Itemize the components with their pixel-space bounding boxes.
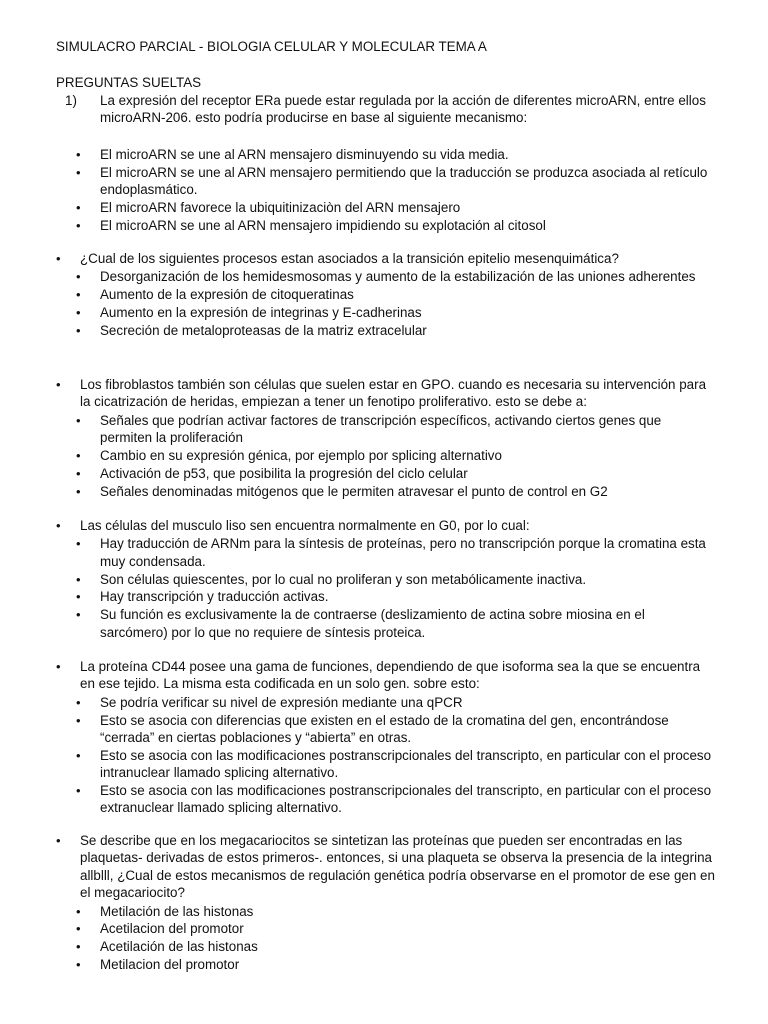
bullet-icon: • (76, 747, 81, 763)
option-text: Su función es exclusivamente la de contraerse (deslizamiento de actina sobre miosina en el sarcómero) por lo que no requiere de síntesis proteica. (100, 607, 645, 640)
option-text: El microARN se une al ARN mensajero disminuyendo su vida media. (100, 146, 509, 162)
option-text: Activación de p53, que posibilita la progresión del ciclo celular (100, 465, 468, 481)
option-text: Señales denominadas mitógenos que le permiten atravesar el punto de control en G2 (100, 483, 608, 499)
bullet-icon: • (76, 571, 81, 587)
bullet-icon: • (76, 783, 81, 799)
option-list (56, 412, 716, 500)
option-item (56, 903, 716, 920)
bullet-icon: • (76, 957, 81, 973)
question-5 (56, 658, 716, 817)
option-item (56, 465, 716, 482)
bullet-icon: • (76, 939, 81, 955)
bullet-icon: • (76, 146, 81, 162)
bullet-icon: • (76, 305, 81, 320)
bullet-icon: • (56, 659, 61, 674)
option-item (56, 694, 716, 711)
bullet-icon: • (76, 287, 81, 303)
option-item (56, 304, 716, 321)
option-list (56, 903, 716, 974)
question-text: La expresión del receptor ERa puede estar regulada por la acción de diferentes microARN, entre ellos microARN-206. esto podría producirse en base al siguiente mecanismo: (100, 93, 706, 126)
bullet-icon: • (56, 377, 61, 392)
bullet-icon: • (76, 903, 81, 919)
bullet-icon: • (56, 251, 61, 266)
option-text: Hay transcripción y traducción activas. (100, 589, 329, 605)
question-text: Se describe que en los megacariocitos se sintetizan las proteínas que pueden ser encontradas en las plaquetas- derivadas de estos primeros-. entonces, si una plaqueta se observa la presencia de la integrina allblll, ¿Cual de estos mecanismos de regulación genética podría observarse en el promotor de ese gen en el megacariocito? (80, 833, 715, 901)
bullet-icon: • (76, 712, 81, 728)
option-text: Esto se asocia con las modificaciones postranscripcionales del transcripto, en particular con el proceso extranuclear llamado splicing alternativo. (100, 783, 712, 816)
bullet-icon: • (56, 833, 61, 848)
option-text: Son células quiescentes, por lo cual no proliferan y son metabólicamente inactiva. (100, 571, 587, 587)
question-2 (56, 250, 716, 340)
option-item (56, 747, 716, 782)
bullet-icon: • (76, 217, 81, 233)
question-text: Las células del musculo liso sen encuentra normalmente en G0, por lo cual: (80, 518, 530, 533)
option-item (56, 571, 716, 588)
option-text: Secreción de metaloproteasas de la matriz extracelular (100, 322, 427, 338)
option-text: El microARN se une al ARN mensajero permitiendo que la traducción se produzca asociada al retículo endoplasmático. (100, 164, 708, 198)
option-text: Metilacion del promotor (100, 957, 240, 973)
option-text: Hay traducción de ARNm para la síntesis de proteínas, pero no transcripción porque la cromatina esta muy condensada. (100, 536, 706, 569)
option-item (56, 782, 716, 817)
question-1 (56, 92, 716, 234)
bullet-icon: • (76, 921, 81, 937)
option-item (56, 199, 716, 216)
option-item (56, 146, 716, 163)
option-list (56, 268, 716, 339)
bullet-icon: • (76, 694, 81, 710)
option-text: Metilación de las histonas (100, 903, 254, 919)
section-heading: PREGUNTAS SUELTAS (56, 75, 202, 90)
bullet-icon: • (76, 536, 81, 552)
option-text: Esto se asocia con diferencias que existen en el estado de la cromatina del gen, encontrándose “cerrada” en ciertas poblaciones y “abierta” en otras. (100, 712, 669, 746)
option-item (56, 447, 716, 464)
option-item (56, 535, 716, 570)
question-text: La proteína CD44 posee una gama de funciones, dependiendo de que isoforma sea la que se encuentra en ese tejido. La misma esta codificada en un solo gen. sobre esto: (80, 659, 701, 692)
question-number: 1) (65, 93, 77, 108)
option-text: Señales que podrían activar factores de transcripción específicos, activando ciertos genes que permiten la proliferación (100, 412, 662, 446)
bullet-icon: • (76, 164, 81, 180)
question-4 (56, 517, 716, 641)
bullet-icon: • (76, 199, 81, 215)
option-text: Desorganización de los hemidesmosomas y aumento de la estabilización de las uniones adherentes (100, 269, 696, 285)
option-list (56, 694, 716, 817)
option-list (56, 535, 716, 641)
bullet-icon: • (56, 518, 61, 533)
option-text: Acetilación de las histonas (100, 939, 258, 955)
option-item (56, 483, 716, 500)
bullet-icon: • (76, 322, 81, 338)
bullet-icon: • (76, 607, 81, 623)
option-item (56, 164, 716, 199)
option-item (56, 217, 716, 234)
option-text: Cambio en su expresión génica, por ejemplo por splicing alternativo (100, 448, 502, 464)
option-item (56, 956, 716, 973)
option-text: Aumento de la expresión de citoqueratinas (100, 287, 354, 303)
document-title: SIMULACRO PARCIAL - BIOLOGIA CELULAR Y MOLECULAR TEMA A (56, 39, 487, 54)
option-item (56, 322, 716, 339)
option-item (56, 268, 716, 285)
option-item (56, 286, 716, 303)
option-text: Esto se asocia con las modificaciones postranscripcionales del transcripto, en particular con el proceso intranuclear llamado splicing alternativo. (100, 747, 712, 781)
option-text: Aumento en la expresión de integrinas y E-cadherinas (100, 305, 422, 320)
question-3 (56, 376, 716, 500)
option-item (56, 938, 716, 955)
bullet-icon: • (76, 412, 81, 428)
option-item (56, 606, 716, 641)
option-text: Acetilacion del promotor (100, 921, 244, 937)
option-text: El microARN se une al ARN mensajero impidiendo su explotación al citosol (100, 217, 546, 233)
question-text: Los fibroblastos también son células que suelen estar en GPO. cuando es necesaria su intervención para la cicatrización de heridas, empiezan a tener un fenotipo proliferativo. esto se debe a: (80, 377, 707, 410)
bullet-icon: • (76, 483, 81, 499)
option-text: El microARN favorece la ubiquitinizaciòn del ARN mensajero (100, 199, 461, 215)
bullet-icon: • (76, 269, 81, 285)
option-item (56, 588, 716, 605)
option-item (56, 712, 716, 747)
option-list (56, 146, 716, 234)
question-text: ¿Cual de los siguientes procesos estan asociados a la transición epitelio mesenquimática? (80, 251, 619, 266)
question-6 (56, 832, 716, 974)
bullet-icon: • (76, 465, 81, 481)
bullet-icon: • (76, 589, 81, 605)
option-text: Se podría verificar su nivel de expresión mediante una qPCR (100, 694, 463, 710)
option-item (56, 920, 716, 937)
bullet-icon: • (76, 448, 81, 464)
option-item (56, 412, 716, 447)
